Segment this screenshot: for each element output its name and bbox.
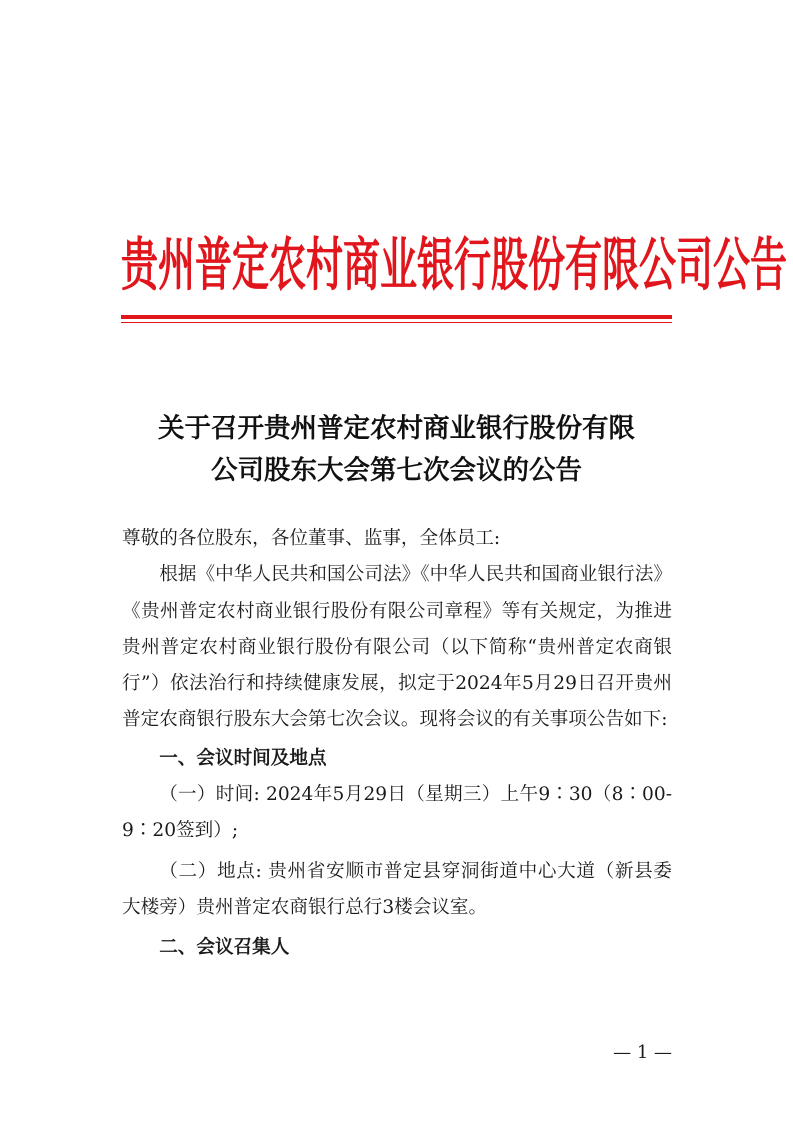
document-title-line-2: 公司股东大会第七次会议的公告 bbox=[211, 455, 582, 486]
document-title bbox=[100, 408, 693, 492]
section-1-time: （一）时间: 2024年5月29日（星期三）上午9∶30（8∶00-9∶20签到）; bbox=[122, 784, 672, 842]
masthead-title: 贵州普定农村商业银行股份有限公司公告 bbox=[121, 231, 787, 299]
page-number: — 1 — bbox=[613, 1042, 672, 1063]
section-1-place: （二）地点: 贵州省安顺市普定县穿洞街道中心大道（新县委大楼旁）贵州普定农商银行总行3楼会议室。 bbox=[122, 860, 672, 918]
section-1-heading: 一、会议时间及地点 bbox=[159, 747, 327, 769]
salutation: 尊敬的各位股东，各位董事、监事，全体员工: bbox=[122, 528, 501, 549]
document-title-line-1: 关于召开贵州普定农村商业银行股份有限 bbox=[158, 413, 635, 444]
intro-paragraph: 根据《中华人民共和国公司法》《中华人民共和国商业银行法》《贵州普定农村商业银行股份有限公司章程》等有关规定，为推进贵州普定农村商业银行股份有限公司（以下简称“贵州普定农商银行”）依法治行和持续健康发展，拟定于2024年5月29日召开贵州普定农商银行股东大会第七次会议。现将会议的有关事项公告如下: bbox=[122, 564, 672, 731]
masthead-rule-thick bbox=[121, 315, 672, 319]
document-body bbox=[122, 521, 672, 967]
masthead-rule-thin bbox=[121, 322, 672, 323]
section-2-heading: 二、会议召集人 bbox=[159, 937, 290, 959]
